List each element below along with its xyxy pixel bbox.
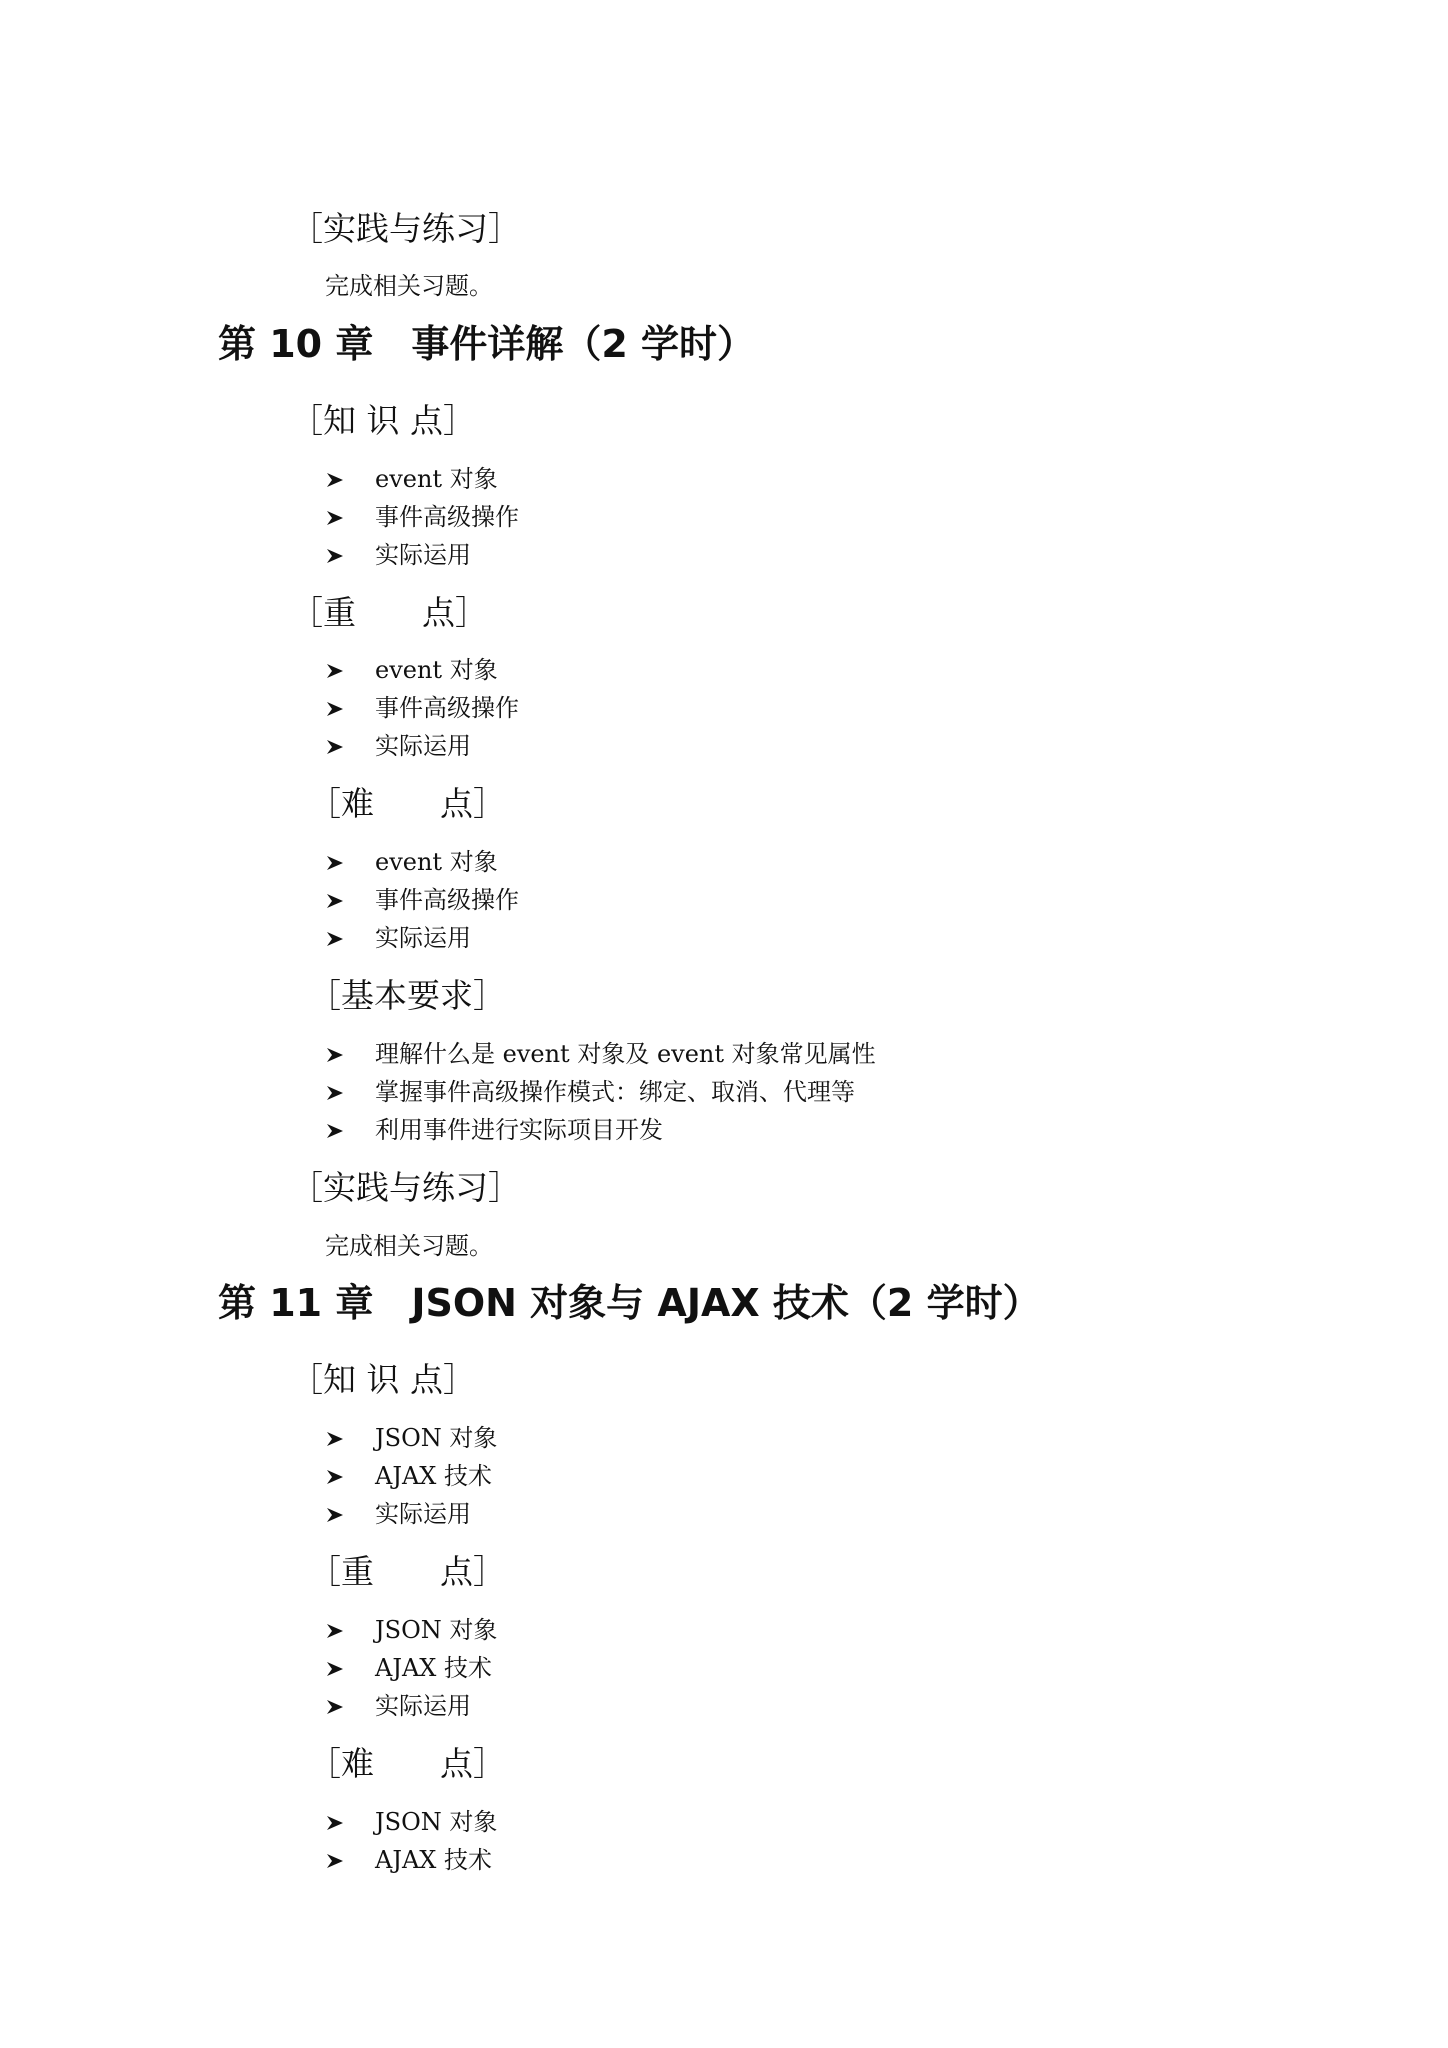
practice-text: 完成相关习题。 <box>325 272 493 300</box>
ch10-key-heading: ［重 点］ <box>290 593 488 632</box>
arrow-bullet-icon <box>325 1121 345 1141</box>
chapter-10-title: 第 10 章 事件详解（2 学时） <box>218 322 756 366</box>
list-item-text: event 对象 <box>375 656 498 684</box>
arrow-bullet-icon <box>325 1429 345 1449</box>
arrow-bullet-icon <box>325 1045 345 1065</box>
chapter-11-title: 第 11 章 JSON 对象与 AJAX 技术（2 学时） <box>218 1281 1041 1325</box>
ch11-key-heading: ［重 点］ <box>308 1552 506 1591</box>
ch10-difficult-heading: ［难 点］ <box>308 784 506 823</box>
practice-heading: ［实践与练习］ <box>290 209 521 248</box>
list-item-text: 事件高级操作 <box>375 503 519 531</box>
list-item-text: 利用事件进行实际项目开发 <box>375 1116 663 1144</box>
arrow-bullet-icon <box>325 470 345 490</box>
list-item-text: JSON 对象 <box>375 1808 498 1836</box>
arrow-bullet-icon <box>325 508 345 528</box>
list-item-text: JSON 对象 <box>375 1424 498 1452</box>
arrow-bullet-icon <box>325 1697 345 1717</box>
arrow-bullet-icon <box>325 1083 345 1103</box>
arrow-bullet-icon <box>325 546 345 566</box>
ch10-knowledge-heading: ［知 识 点］ <box>290 401 476 440</box>
list-item-text: 事件高级操作 <box>375 694 519 722</box>
list-item-text: AJAX 技术 <box>375 1462 492 1490</box>
arrow-bullet-icon <box>325 661 345 681</box>
ch10-practice-heading: ［实践与练习］ <box>290 1168 521 1207</box>
list-item-text: 理解什么是 event 对象及 event 对象常见属性 <box>375 1040 876 1068</box>
arrow-bullet-icon <box>325 929 345 949</box>
ch11-difficult-heading: ［难 点］ <box>308 1744 506 1783</box>
list-item-text: AJAX 技术 <box>375 1846 492 1874</box>
arrow-bullet-icon <box>325 853 345 873</box>
list-item-text: 事件高级操作 <box>375 886 519 914</box>
list-item-text: 实际运用 <box>375 541 471 569</box>
list-item-text: 实际运用 <box>375 924 471 952</box>
arrow-bullet-icon <box>325 1467 345 1487</box>
list-item-text: JSON 对象 <box>375 1616 498 1644</box>
arrow-bullet-icon <box>325 1505 345 1525</box>
arrow-bullet-icon <box>325 1851 345 1871</box>
list-item-text: 掌握事件高级操作模式：绑定、取消、代理等 <box>375 1078 855 1106</box>
arrow-bullet-icon <box>325 737 345 757</box>
list-item-text: 实际运用 <box>375 732 471 760</box>
ch10-requirements-heading: ［基本要求］ <box>308 976 506 1015</box>
arrow-bullet-icon <box>325 1621 345 1641</box>
list-item-text: 实际运用 <box>375 1500 471 1528</box>
list-item-text: AJAX 技术 <box>375 1654 492 1682</box>
ch11-knowledge-heading: ［知 识 点］ <box>290 1360 476 1399</box>
arrow-bullet-icon <box>325 1813 345 1833</box>
arrow-bullet-icon <box>325 1659 345 1679</box>
list-item-text: event 对象 <box>375 465 498 493</box>
list-item-text: event 对象 <box>375 848 498 876</box>
list-item-text: 实际运用 <box>375 1692 471 1720</box>
arrow-bullet-icon <box>325 699 345 719</box>
arrow-bullet-icon <box>325 891 345 911</box>
ch10-practice-text: 完成相关习题。 <box>325 1232 493 1260</box>
